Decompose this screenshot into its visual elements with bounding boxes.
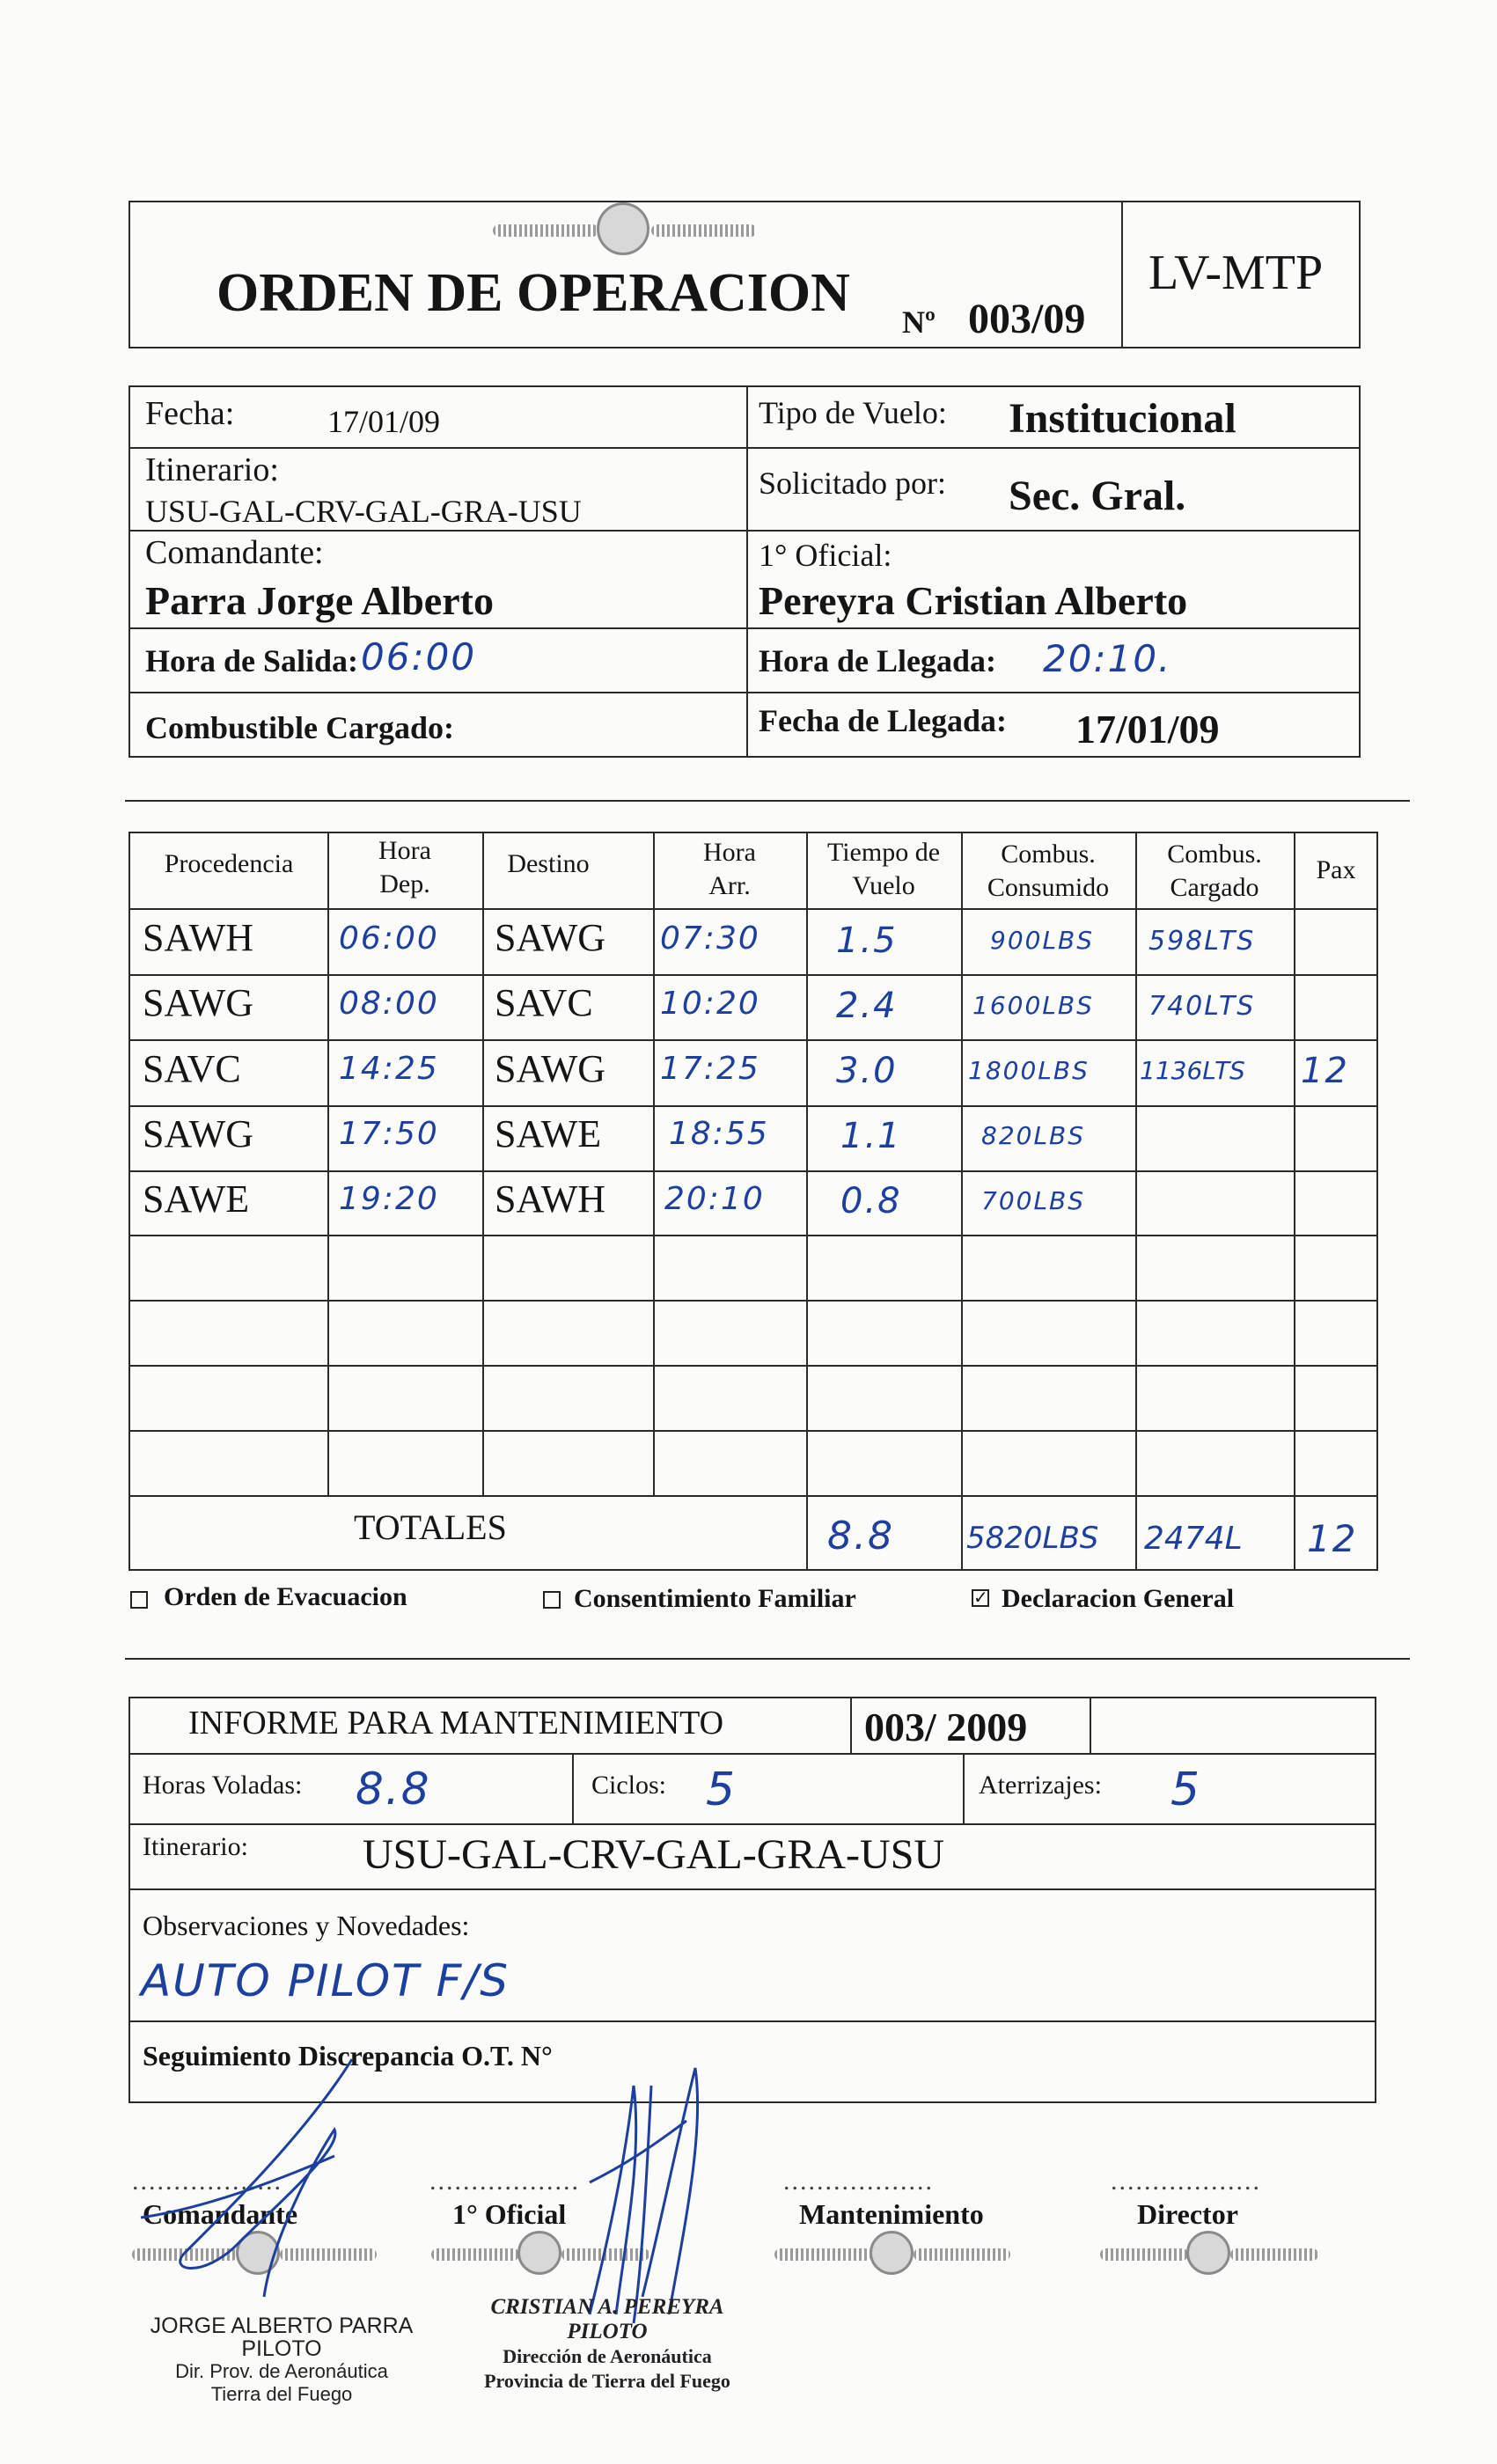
row-2-tiempo: 3.0	[836, 1051, 898, 1091]
header-hora-dep	[327, 834, 482, 901]
hora-llegada-value: 20:10.	[1043, 637, 1172, 680]
row-2-pax: 12	[1301, 1051, 1349, 1091]
fecha-llegada-label: Fecha de Llegada:	[759, 703, 1007, 738]
stamp-right-line-2: PILOTO	[567, 2320, 648, 2343]
header-cargado-2: Cargado	[1170, 873, 1259, 902]
row-4-tiempo: 0.8	[840, 1181, 902, 1221]
grid-divider	[746, 385, 748, 758]
header-divider	[1121, 201, 1123, 348]
total-pax: 12	[1307, 1517, 1358, 1560]
row-2-consumido: 1800LBS	[968, 1056, 1090, 1085]
header-emblem-wing-right	[651, 224, 757, 237]
row-3-hora-arr: 18:55	[669, 1116, 769, 1152]
emblem-icon	[870, 2231, 914, 2275]
stamp-right-line-4: Provincia de Tierra del Fuego	[484, 2370, 730, 2392]
header-pax: Pax	[1316, 855, 1356, 884]
total-tiempo: 8.8	[827, 1514, 894, 1558]
combustible-label: Combustible Cargado:	[145, 710, 455, 745]
row-2-hora-dep: 14:25	[339, 1051, 439, 1087]
declaracion-general-checkbox[interactable]: ✓	[973, 1588, 988, 1608]
row-0-destino: SAWG	[495, 916, 606, 959]
stamp-right-line-3: Dirección de Aeronáutica	[503, 2345, 712, 2367]
table-line	[128, 1300, 1378, 1302]
row-2-hora-arr: 17:25	[660, 1051, 760, 1087]
header-tiempo-1: Tiempo de	[826, 838, 941, 867]
total-cargado: 2474L	[1144, 1521, 1243, 1557]
itinerario-label: Itinerario:	[145, 451, 279, 488]
table-line	[128, 908, 1378, 910]
header-hora-arr-1: Hora	[703, 838, 756, 867]
total-consumido: 5820LBS	[966, 1521, 1099, 1556]
header-consumido-1: Combus.	[1001, 840, 1096, 869]
hora-salida-label: Hora de Salida:	[145, 643, 359, 678]
totales-label: TOTALES	[354, 1507, 507, 1547]
itinerario-maint-value: USU-GAL-CRV-GAL-GRA-USU	[363, 1831, 945, 1878]
header-cargado-1: Combus.	[1167, 840, 1262, 869]
maint-line	[128, 1823, 1376, 1825]
maint-col	[963, 1753, 965, 1823]
stamp-left-line-4: Tierra del Fuego	[210, 2383, 353, 2405]
row-0-tiempo: 1.5	[836, 920, 898, 961]
header-destino: Destino	[507, 849, 590, 878]
row-3-procedencia: SAWG	[143, 1112, 254, 1155]
header-emblem-wing-left	[493, 224, 598, 237]
row-0-cargado: 598LTS	[1148, 926, 1256, 957]
row-1-hora-dep: 08:00	[339, 986, 439, 1022]
solicitado-label: Solicitado por:	[759, 466, 946, 501]
table-line	[128, 1495, 1378, 1497]
grid-line	[128, 447, 1361, 449]
header-tiempo-2: Vuelo	[852, 871, 915, 900]
observaciones-value: AUTO PILOT F/S	[141, 1955, 510, 2006]
table-col	[806, 832, 808, 1571]
horas-voladas-value: 8.8	[356, 1764, 431, 1815]
row-1-consumido: 1600LBS	[972, 991, 1094, 1020]
page-title: ORDEN DE OPERACION	[216, 263, 850, 323]
header-consumido-2: Consumido	[987, 873, 1110, 902]
sig-label-comandante: Comandante	[143, 2198, 298, 2230]
stamp-left-line-1: JORGE ALBERTO PARRA	[150, 2314, 414, 2338]
sig-line-comandante: ..................	[132, 2167, 283, 2196]
maint-line	[128, 1888, 1376, 1890]
grid-line	[128, 530, 1361, 532]
maint-line	[128, 2020, 1376, 2022]
stamp-comandante	[132, 2314, 431, 2406]
table-line	[128, 1430, 1378, 1432]
header-hora-dep-1: Hora	[378, 836, 431, 865]
fecha-label: Fecha:	[145, 395, 235, 432]
maint-col	[1090, 1697, 1091, 1753]
comandante-label: Comandante:	[145, 534, 324, 571]
declaracion-general-label: Declaracion General	[1002, 1584, 1235, 1613]
stamp-left-line-3: Dir. Prov. de Aeronáutica	[175, 2360, 388, 2382]
row-1-procedencia: SAWG	[143, 981, 254, 1024]
stamp-right-line-1: CRISTIAN A. PEREYRA	[490, 2295, 724, 2319]
row-4-destino: SAWH	[495, 1177, 606, 1221]
section-separator	[125, 1658, 1410, 1660]
header-procedencia: Procedencia	[164, 849, 294, 878]
row-0-hora-dep: 06:00	[339, 920, 439, 957]
sig-line-mantenimiento: ..................	[783, 2167, 934, 2196]
seguimiento-label: Seguimiento Discrepancia O.T. N°	[143, 2040, 553, 2072]
orden-evacuacion-checkbox[interactable]	[130, 1591, 148, 1609]
row-0-procedencia: SAWH	[143, 916, 254, 959]
table-line	[128, 1235, 1378, 1236]
comandante-value: Parra Jorge Alberto	[145, 578, 494, 623]
sig-label-mantenimiento: Mantenimiento	[799, 2198, 984, 2230]
orden-evacuacion-label: Orden de Evacuacion	[164, 1582, 407, 1611]
row-0-hora-arr: 07:30	[660, 920, 760, 957]
horas-voladas-label: Horas Voladas:	[143, 1771, 303, 1800]
signature-oficial	[493, 2050, 774, 2332]
itinerario-value: USU-GAL-CRV-GAL-GRA-USU	[145, 494, 582, 529]
header-hora-arr-2: Arr.	[708, 871, 751, 900]
row-3-hora-dep: 17:50	[339, 1116, 439, 1152]
table-col	[327, 832, 329, 1495]
oficial-label: 1° Oficial:	[759, 538, 892, 573]
table-line	[128, 1365, 1378, 1367]
row-0-consumido: 900LBS	[990, 926, 1095, 955]
observaciones-label: Observaciones y Novedades:	[143, 1910, 470, 1941]
maintenance-title: INFORME PARA MANTENIMIENTO	[188, 1705, 724, 1742]
row-2-destino: SAWG	[495, 1047, 606, 1090]
table-col	[482, 832, 484, 1495]
row-1-tiempo: 2.4	[836, 986, 898, 1026]
row-1-hora-arr: 10:20	[660, 986, 760, 1022]
row-3-destino: SAWE	[495, 1112, 602, 1155]
header-cargado	[1135, 838, 1294, 905]
itinerario-maint-label: Itinerario:	[143, 1832, 248, 1861]
row-1-destino: SAVC	[495, 981, 593, 1024]
consentimiento-familiar-label: Consentimiento Familiar	[574, 1584, 856, 1613]
row-2-procedencia: SAVC	[143, 1047, 241, 1090]
aircraft-registration: LV-MTP	[1148, 246, 1324, 300]
grid-line	[128, 627, 1361, 629]
table-col	[961, 832, 963, 1571]
order-number-label: Nº	[902, 304, 936, 340]
emblem-wing	[1230, 2248, 1318, 2261]
aterrizajes-label: Aterrizajes:	[979, 1771, 1102, 1800]
row-4-consumido: 700LBS	[981, 1186, 1086, 1215]
sig-label-director: Director	[1137, 2198, 1238, 2230]
table-col	[1135, 832, 1137, 1571]
order-number: 003/09	[968, 296, 1086, 342]
table-line	[128, 1170, 1378, 1172]
ciclos-value: 5	[706, 1764, 737, 1816]
fecha-value: 17/01/09	[327, 404, 441, 439]
tipo-vuelo-label: Tipo de Vuelo:	[759, 395, 947, 430]
section-separator	[125, 800, 1410, 802]
consentimiento-familiar-checkbox[interactable]	[543, 1591, 561, 1609]
emblem-wing	[774, 2248, 871, 2261]
emblem-wing	[914, 2248, 1010, 2261]
ciclos-label: Ciclos:	[591, 1771, 667, 1800]
hora-llegada-label: Hora de Llegada:	[759, 643, 996, 678]
sig-line-oficial: ..................	[429, 2167, 580, 2196]
row-2-cargado: 1136LTS	[1140, 1056, 1245, 1085]
stamp-left-line-2: PILOTO	[241, 2336, 322, 2361]
fecha-llegada-value: 17/01/09	[1075, 707, 1220, 752]
table-line	[128, 1039, 1378, 1041]
tipo-vuelo-value: Institucional	[1009, 395, 1236, 442]
table-line	[128, 1105, 1378, 1107]
row-4-hora-arr: 20:10	[664, 1181, 765, 1217]
header-tiempo	[806, 836, 961, 903]
header-hora-dep-2: Dep.	[379, 869, 430, 898]
emblem-wing	[1100, 2248, 1188, 2261]
sig-label-oficial: 1° Oficial	[452, 2198, 567, 2230]
maint-col	[850, 1697, 852, 1753]
table-col	[653, 832, 655, 1495]
table-line	[128, 974, 1378, 976]
aterrizajes-value: 5	[1170, 1764, 1202, 1816]
header-emblem-icon	[597, 202, 649, 255]
header-hora-arr	[653, 836, 806, 903]
solicitado-value: Sec. Gral.	[1009, 473, 1186, 519]
signature-comandante	[132, 2050, 422, 2314]
emblem-icon	[1186, 2231, 1230, 2275]
maint-line	[128, 1753, 1376, 1755]
row-3-tiempo: 1.1	[840, 1116, 902, 1156]
table-col	[1294, 832, 1295, 1571]
hora-salida-value: 06:00	[361, 635, 477, 678]
maintenance-number: 003/ 2009	[864, 1705, 1028, 1749]
row-4-hora-dep: 19:20	[339, 1181, 439, 1217]
maint-col	[572, 1753, 574, 1823]
row-3-consumido: 820LBS	[981, 1121, 1086, 1150]
oficial-value: Pereyra Cristian Alberto	[759, 578, 1188, 623]
header-consumido	[961, 838, 1135, 905]
row-1-cargado: 740LTS	[1148, 991, 1256, 1022]
row-4-procedencia: SAWE	[143, 1177, 250, 1221]
grid-line	[128, 692, 1361, 693]
stamp-oficial	[458, 2295, 757, 2394]
sig-line-director: ..................	[1111, 2167, 1261, 2196]
